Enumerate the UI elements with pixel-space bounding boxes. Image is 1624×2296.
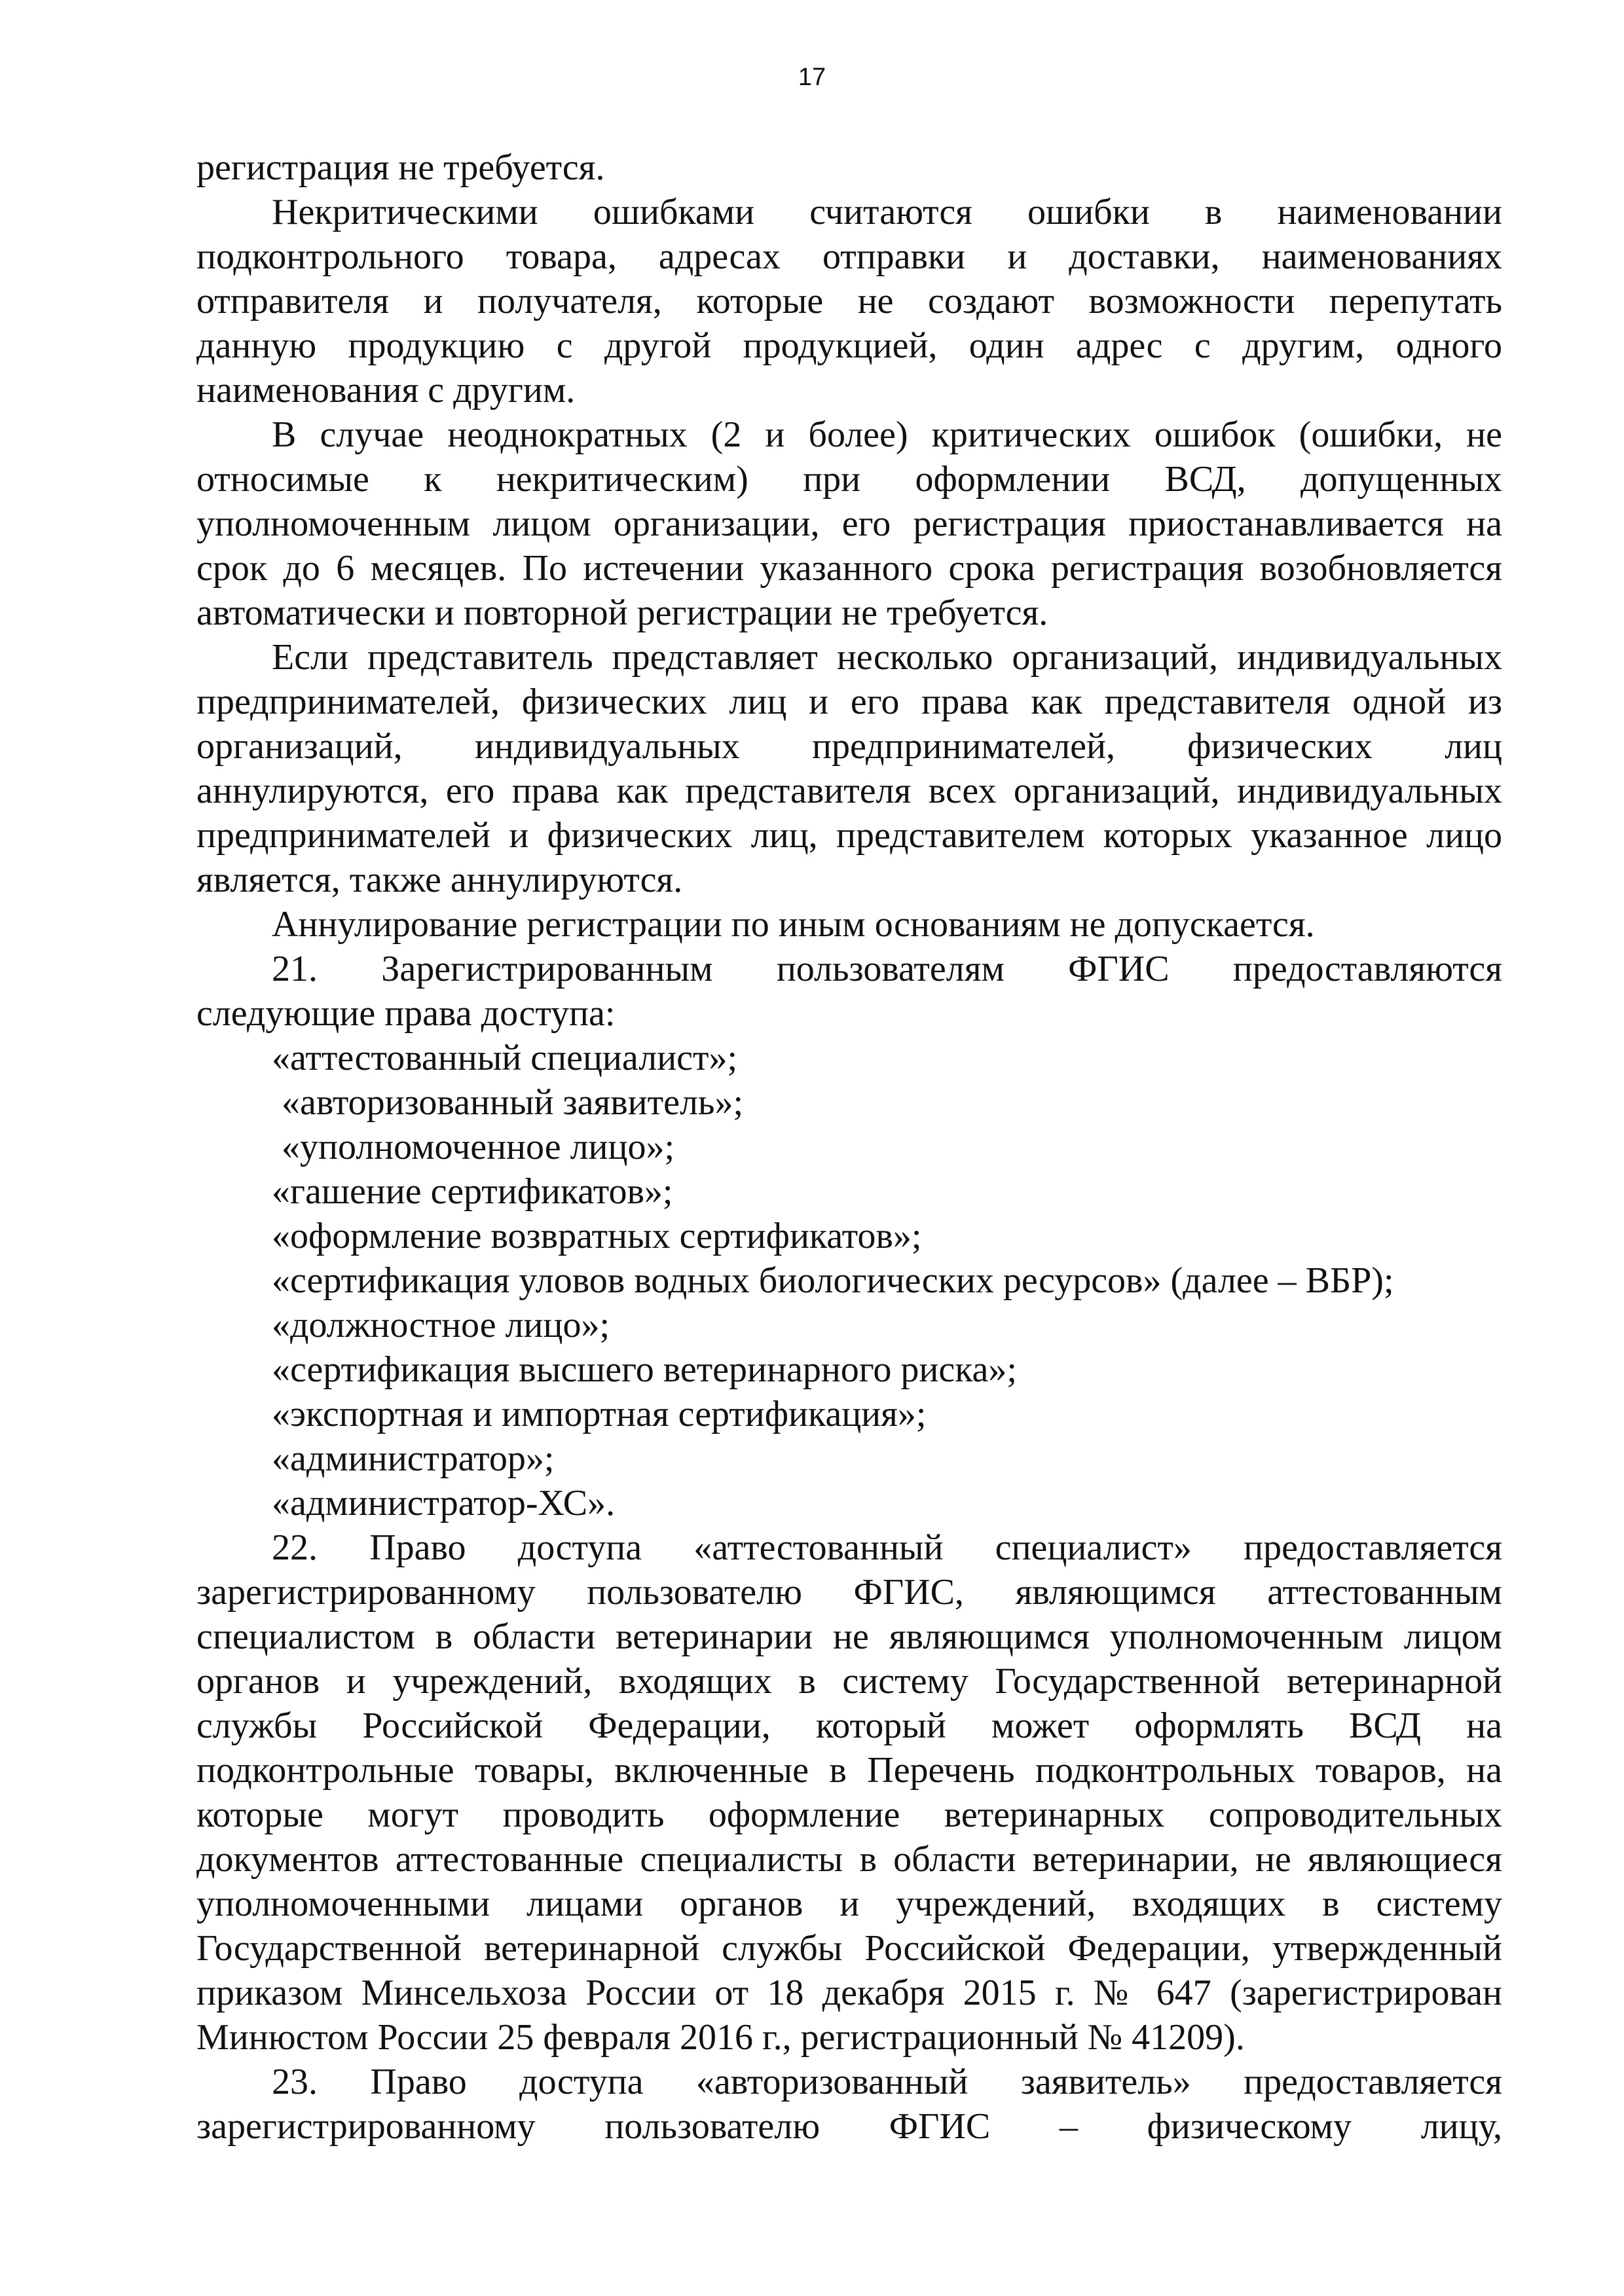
text-line: подконтрольного товара, адресах отправки и доставки, наименованиях bbox=[196, 236, 1502, 277]
text-line: В случае неоднократных (2 и более) критических ошибок (ошибки, не bbox=[272, 414, 1502, 455]
text-line: Некритическими ошибками считаются ошибки в наименовании bbox=[272, 192, 1502, 232]
list-item: «уполномоченное лицо»; bbox=[282, 1127, 675, 1167]
text-line: автоматически и повторной регистрации не требуется. bbox=[196, 592, 1048, 633]
text-line: 23. Право доступа «авторизованный заявитель» предоставляется bbox=[272, 2062, 1502, 2102]
paragraph-annulment bbox=[196, 902, 1502, 947]
text-line: предпринимателей, физических лиц и его права как представителя одной из bbox=[196, 682, 1502, 722]
list-item: «оформление возвратных сертификатов»; bbox=[272, 1216, 922, 1256]
text-line: документов аттестованные специалисты в области ветеринарии, не являющиеся bbox=[196, 1839, 1502, 1880]
paragraph-21 bbox=[196, 947, 1502, 1036]
text-line: регистрация не требуется. bbox=[196, 147, 605, 188]
list-item: «экспортная и импортная сертификация»; bbox=[272, 1394, 927, 1434]
paragraph-noncritical-errors bbox=[196, 190, 1502, 412]
text-line: следующие права доступа: bbox=[196, 993, 616, 1034]
text-line: службы Российской Федерации, который может оформлять ВСД на bbox=[196, 1705, 1502, 1746]
paragraph-repeated-errors bbox=[196, 412, 1502, 635]
list-item: «администратор»; bbox=[272, 1438, 555, 1479]
text-line: зарегистрированному пользователю ФГИС – физическому лицу, bbox=[196, 2106, 1502, 2147]
list-item: «сертификация высшего ветеринарного риска»; bbox=[272, 1349, 1017, 1390]
access-rights-list bbox=[196, 1036, 1502, 1525]
paragraph-representative bbox=[196, 635, 1502, 902]
paragraph-intro bbox=[196, 145, 1502, 190]
text-line: организаций, индивидуальных предпринимателей, физических лиц bbox=[196, 726, 1502, 767]
text-line: наименования с другим. bbox=[196, 370, 576, 410]
text-line: отправителя и получателя, которые не создают возможности перепутать bbox=[196, 281, 1502, 321]
text-line: Аннулирование регистрации по иным основаниям не допускается. bbox=[272, 904, 1315, 945]
page-number: 17 bbox=[798, 64, 826, 91]
paragraph-23 bbox=[196, 2060, 1502, 2149]
text-line: срок до 6 месяцев. По истечении указанного срока регистрация возобновляется bbox=[196, 548, 1502, 589]
list-item: «гашение сертификатов»; bbox=[272, 1171, 673, 1212]
paragraph-22 bbox=[196, 1525, 1502, 2060]
text-line: аннулируются, его права как представителя всех организаций, индивидуальных bbox=[196, 771, 1502, 811]
text-line: которые могут проводить оформление ветеринарных сопроводительных bbox=[196, 1795, 1502, 1835]
text-line: предпринимателей и физических лиц, представителем которых указанное лицо bbox=[196, 815, 1502, 856]
text-line: подконтрольные товары, включенные в Перечень подконтрольных товаров, на bbox=[196, 1750, 1502, 1791]
text-line: специалистом в области ветеринарии не являющимся уполномоченным лицом bbox=[196, 1616, 1502, 1657]
list-item: «администратор-ХС». bbox=[272, 1483, 616, 1523]
text-line: зарегистрированному пользователю ФГИС, являющимся аттестованным bbox=[196, 1572, 1502, 1613]
list-item: «должностное лицо»; bbox=[272, 1305, 610, 1345]
document-body bbox=[196, 145, 1502, 2149]
list-item: «аттестованный специалист»; bbox=[272, 1038, 738, 1078]
text-line: Государственной ветеринарной службы Российской Федерации, утвержденный bbox=[196, 1928, 1502, 1969]
list-item: «сертификация уловов водных биологических ресурсов» (далее – ВБР); bbox=[272, 1260, 1394, 1301]
text-line: данную продукцию с другой продукцией, один адрес с другим, одного bbox=[196, 325, 1502, 366]
text-line: уполномоченными лицами органов и учреждений, входящих в систему bbox=[196, 1884, 1502, 1924]
text-line: является, также аннулируются. bbox=[196, 860, 683, 900]
text-line: относимые к некритическим) при оформлении ВСД, допущенных bbox=[196, 459, 1502, 500]
text-line: приказом Минсельхоза России от 18 декабря 2015 г. № 647 (зарегистрирован bbox=[196, 1973, 1502, 2013]
text-line: 22. Право доступа «аттестованный специалист» предоставляется bbox=[272, 1527, 1502, 1568]
text-line: Минюстом России 25 февраля 2016 г., регистрационный № 41209). bbox=[196, 2017, 1245, 2058]
list-item: «авторизованный заявитель»; bbox=[282, 1082, 744, 1123]
text-line: Если представитель представляет несколько организаций, индивидуальных bbox=[272, 637, 1502, 678]
text-line: органов и учреждений, входящих в систему Государственной ветеринарной bbox=[196, 1661, 1502, 1702]
text-line: 21. Зарегистрированным пользователям ФГИС предоставляются bbox=[272, 949, 1502, 989]
text-line: уполномоченным лицом организации, его регистрация приостанавливается на bbox=[196, 503, 1502, 544]
